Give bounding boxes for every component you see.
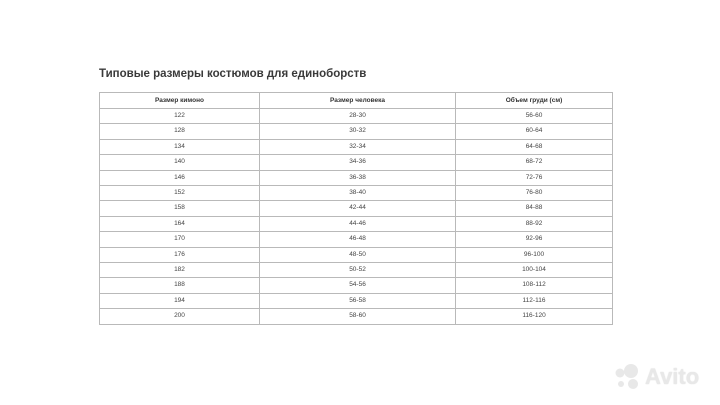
cell-kimono-size: 134 [100,139,260,154]
table-row [100,155,613,170]
cell-person-size: 38-40 [260,186,456,201]
cell-kimono-size: 146 [100,170,260,185]
avito-watermark [612,362,699,392]
table-row [100,170,613,185]
cell-person-size: 58-60 [260,309,456,324]
table-row [100,139,613,154]
table-header-row [100,93,613,109]
cell-chest-volume: 60-64 [456,124,613,139]
page-title: Типовые размеры костюмов для единоборств [99,68,367,80]
cell-chest-volume: 56-60 [456,109,613,124]
cell-kimono-size: 200 [100,309,260,324]
cell-chest-volume: 100-104 [456,263,613,278]
cell-kimono-size: 188 [100,278,260,293]
cell-kimono-size: 122 [100,109,260,124]
cell-kimono-size: 170 [100,232,260,247]
column-header-person-size: Размер человека [260,93,456,109]
column-header-kimono-size: Размер кимоно [100,93,260,109]
table-row [100,293,613,308]
table-row [100,309,613,324]
table-row [100,201,613,216]
cell-person-size: 54-56 [260,278,456,293]
cell-person-size: 36-38 [260,170,456,185]
cell-person-size: 32-34 [260,139,456,154]
cell-person-size: 28-30 [260,109,456,124]
cell-kimono-size: 152 [100,186,260,201]
cell-person-size: 44-46 [260,216,456,231]
cell-kimono-size: 164 [100,216,260,231]
column-header-chest-volume: Объем груди (см) [456,93,613,109]
table-row [100,263,613,278]
table-row [100,278,613,293]
cell-person-size: 50-52 [260,263,456,278]
cell-kimono-size: 158 [100,201,260,216]
cell-chest-volume: 64-68 [456,139,613,154]
cell-kimono-size: 194 [100,293,260,308]
cell-chest-volume: 88-92 [456,216,613,231]
cell-person-size: 56-58 [260,293,456,308]
cell-kimono-size: 140 [100,155,260,170]
cell-chest-volume: 72-76 [456,170,613,185]
table-row [100,247,613,262]
cell-person-size: 42-44 [260,201,456,216]
size-table [99,92,613,325]
cell-chest-volume: 68-72 [456,155,613,170]
table-row [100,232,613,247]
cell-kimono-size: 128 [100,124,260,139]
cell-kimono-size: 182 [100,263,260,278]
cell-person-size: 48-50 [260,247,456,262]
table-row [100,216,613,231]
cell-chest-volume: 108-112 [456,278,613,293]
table-body [100,109,613,325]
cell-chest-volume: 84-88 [456,201,613,216]
cell-chest-volume: 112-116 [456,293,613,308]
cell-chest-volume: 76-80 [456,186,613,201]
cell-person-size: 46-48 [260,232,456,247]
avito-dots-logo-icon [612,362,642,392]
cell-chest-volume: 116-120 [456,309,613,324]
table-row [100,109,613,124]
table-row [100,186,613,201]
cell-kimono-size: 176 [100,247,260,262]
watermark-logo-text: Avito [645,364,700,389]
cell-person-size: 34-36 [260,155,456,170]
table-row [100,124,613,139]
cell-chest-volume: 96-100 [456,247,613,262]
cell-chest-volume: 92-96 [456,232,613,247]
cell-person-size: 30-32 [260,124,456,139]
